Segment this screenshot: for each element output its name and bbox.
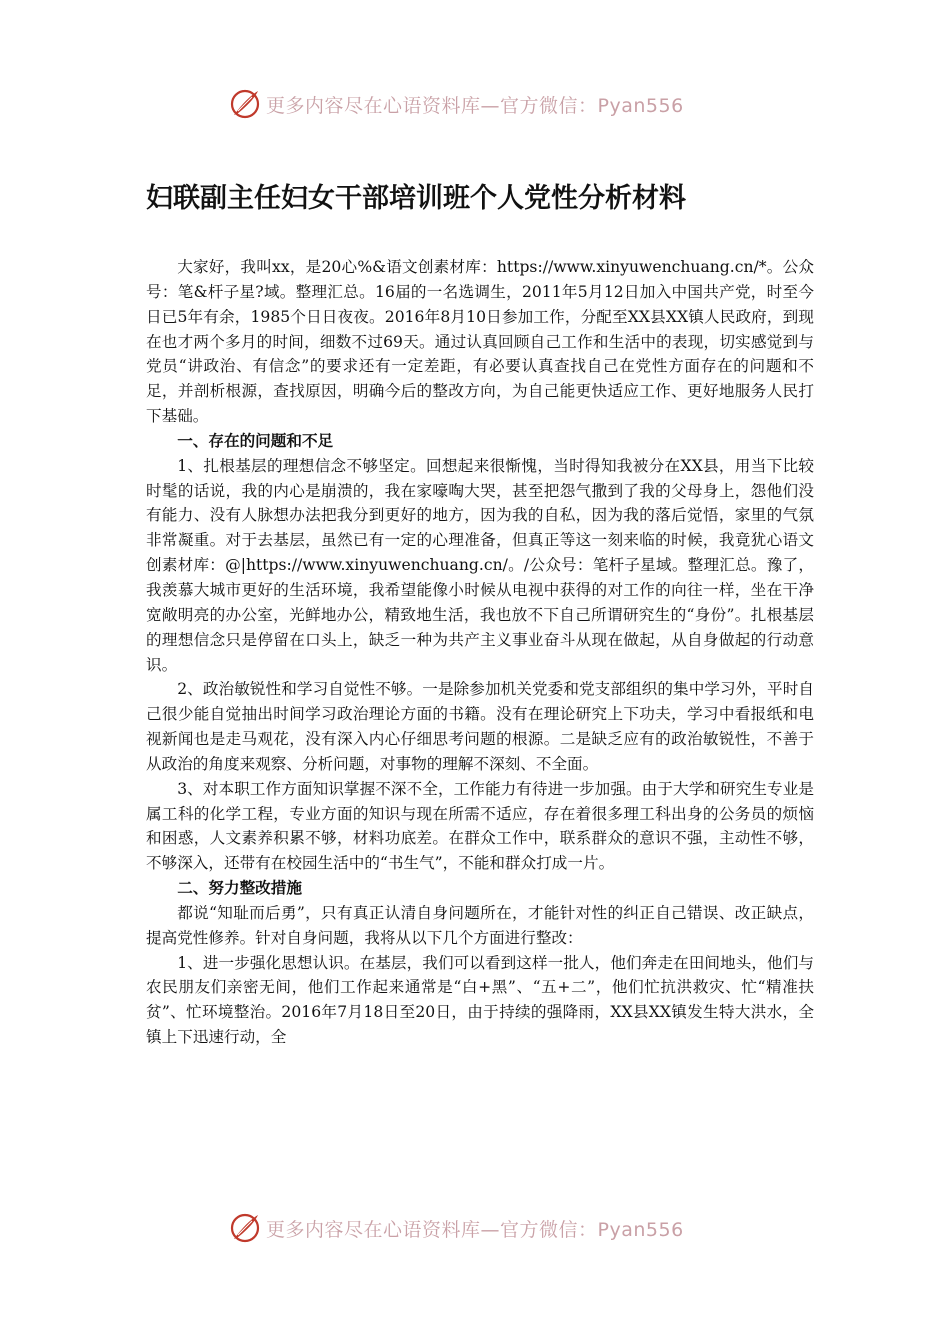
banner-text: 更多内容尽在心语资料库—官方微信：Pyan556	[266, 94, 684, 117]
header-banner	[228, 84, 748, 124]
problem-item-1: 1、扎根基层的理想信念不够坚定。回想起来很惭愧，当时得知我被分在XX县，用当下比较时髦的话说，我的内心是崩溃的，我在家嚎啕大哭，甚至把怨气撒到了我的父母身上，怨他们没有能力、没有人脉想办法把我分到更好的地方，因为我的自私，因为我的落后觉悟，家里的气氛非常凝重。对于去基层，虽然已有一定的心理准备，但真正等这一刻来临的时候，我竟犹心语文创素材库：@|https://www.xinyuwenchuang.cn/。/公众号：笔杆子星域。整理汇总。豫了，我羡慕大城市更好的生活环境，我希望能像小时候从电视中获得的对工作的向往一样，坐在干净宽敞明亮的办公室，光鲜地办公，精致地生活，我也放不下自己所谓研究生的“身份”。扎根基层的理想信念只是停留在口头上，缺乏一种为共产主义事业奋斗从现在做起，从自身做起的行动意识。	[146, 456, 814, 674]
problem-item-2: 2、政治敏锐性和学习自觉性不够。一是除参加机关党委和党支部组织的集中学习外，平时自己很少能自觉抽出时间学习政治理论方面的书籍。没有在理论研究上下功夫，学习中看报纸和电视新闻也是走马观花，没有深入内心仔细思考问题的根源。二是缺乏应有的政治敏锐性，不善于从政治的角度来观察、分析问题，对事物的理解不深刻、不全面。	[146, 680, 814, 773]
intro-paragraph: 大家好，我叫xx，是20心%&语文创素材库：https://www.xinyuwenchuang.cn/*。公众号：笔&杆子星?域。整理汇总。16届的一名选调生，2011年5月12日加入中国共产党，时至今日已5年有余，1985个日日夜夜。2016年8月10日参加工作，分配至XX县XX镇人民政府，到现在也才两个多月的时间，细数不过69天。通过认真回顾自己工作和生活中的表现，切实感觉到与党员“讲政治、有信念”的要求还有一定差距，有必要认真查找自己在党性方面存在的问题和不足，并剖析根源，查找原因，明确今后的整改方向，为自己能更快适应工作、更好地服务人民打下基础。	[146, 258, 814, 426]
quill-logo-icon	[228, 1211, 262, 1245]
footer-banner	[228, 1208, 748, 1248]
document-body	[146, 255, 814, 1050]
measures-intro: 都说“知耻而后勇”，只有真正认清自身问题所在，才能针对性的纠正自己错误、改正缺点，提高党性修养。针对自身问题，我将从以下几个方面进行整改：	[146, 903, 814, 947]
quill-logo-icon	[228, 87, 262, 121]
section-heading-problems: 一、存在的问题和不足	[177, 430, 334, 450]
section-heading-measures: 二、努力整改措施	[177, 878, 302, 898]
problem-item-3: 3、对本职工作方面知识掌握不深不全，工作能力有待进一步加强。由于大学和研究生专业是属工科的化学工程，专业方面的知识与现在所需不适应，存在着很多理工科出身的公务员的烦恼和困惑，人文素养积累不够，材料功底差。在群众工作中，联系群众的意识不强，主动性不够，不够深入，还带有在校园生活中的“书生气”，不能和群众打成一片。	[146, 779, 814, 873]
measure-item-1: 1、进一步强化思想认识。在基层，我们可以看到这样一批人，他们奔走在田间地头，他们与农民朋友们亲密无间，他们工作起来通常是“白+黑”、“五+二”，他们忙抗洪救灾、忙“精准扶贫”、忙环境整治。2016年7月18日至20日，由于持续的强降雨，XX县XX镇发生特大洪水，全镇上下迅速行动，全	[146, 953, 814, 1047]
banner-text: 更多内容尽在心语资料库—官方微信：Pyan556	[266, 1218, 684, 1241]
document-title: 妇联副主任妇女干部培训班个人党性分析材料	[146, 183, 686, 214]
